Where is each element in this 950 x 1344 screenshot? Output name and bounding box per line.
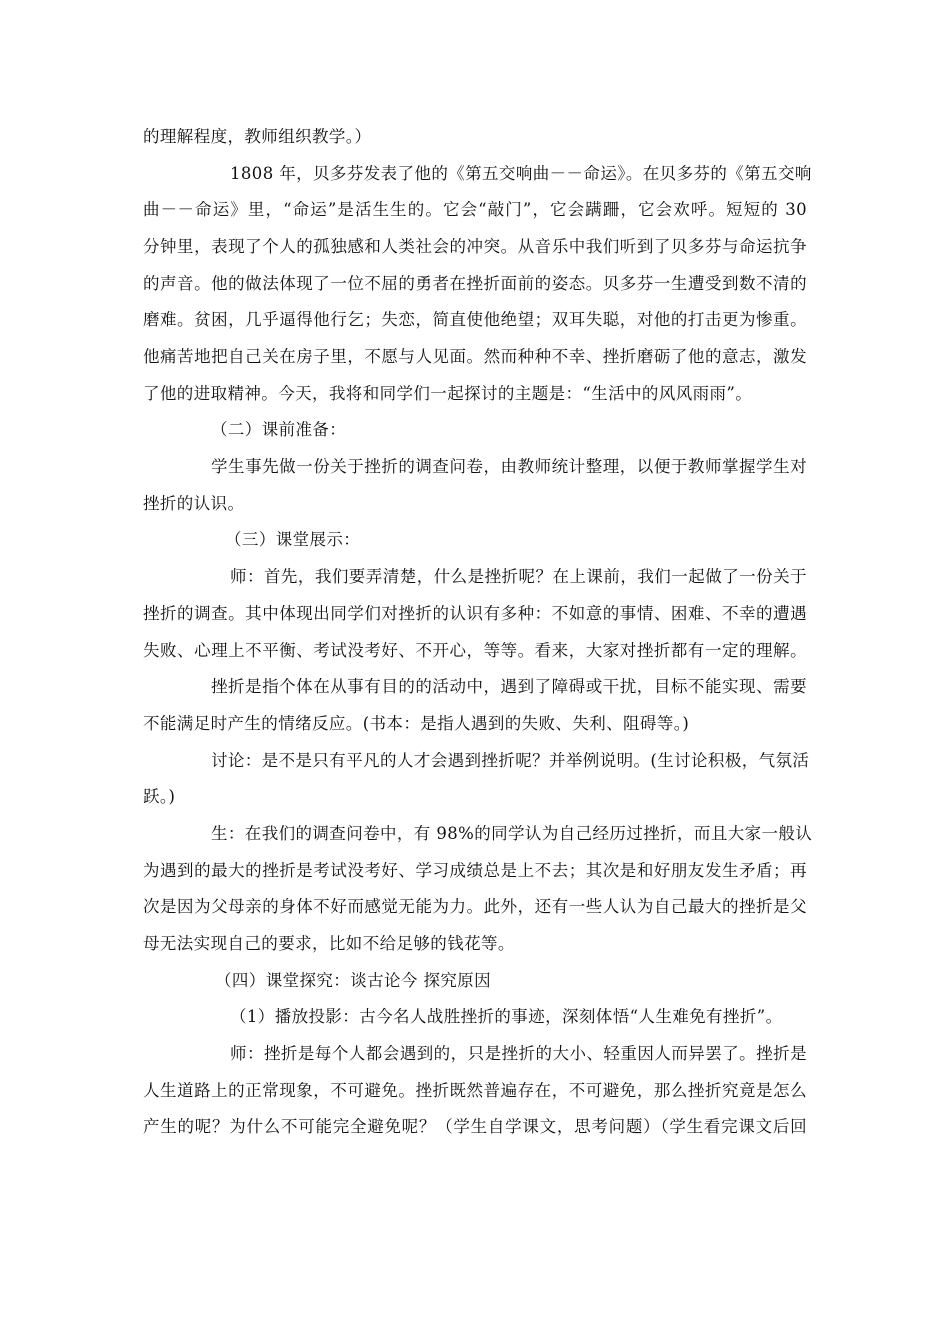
text-line: 学生事先做一份关于挫折的调查问卷，由教师统计整理，以便于教师掌握学生对 (211, 457, 807, 476)
text-line: 为遇到的最大的挫折是考试没考好、学习成绩总是上不去；其次是和好朋友发生矛盾；再 (143, 861, 807, 880)
text-line: 人生道路上的正常现象，不可避免。挫折既然普遍存在，不可避免，那么挫折究竟是怎么 (143, 1081, 807, 1100)
text-line: 挫折是指个体在从事有目的的活动中，遇到了障碍或干扰，目标不能实现、需要 (211, 677, 807, 696)
text-line: 了他的进取精神。今天，我将和同学们一起探讨的主题是：“生活中的风风雨雨”。 (143, 384, 753, 403)
text-line: 师：首先，我们要弄清楚，什么是挫折呢？在上课前，我们一起做了一份关于 (230, 567, 807, 586)
text-line: 挫折的认识。 (143, 494, 245, 513)
text-line: 生：在我们的调查问卷中，有 98%的同学认为自己经历过挫折，而且大家一般认 (211, 824, 813, 843)
text-line: 的理解程度，教师组织教学。） (143, 127, 372, 146)
text-line: 师：挫折是每个人都会遇到的，只是挫折的大小、轻重因人而异罢了。挫折是 (230, 1044, 807, 1063)
text-line: 的声音。他的做法体现了一位不屈的勇者在挫折面前的姿态。贝多芬一生遭受到数不清的 (143, 274, 807, 293)
section-heading: （四）课堂探究：谈古论今 探究原因 (215, 971, 492, 990)
text-line: 曲－－命运》里，“命运”是活生生的。它会“敲门”，它会蹒跚，它会欢呼。短短的 30 (143, 200, 807, 219)
text-line: 1808 年，贝多芬发表了他的《第五交响曲－－命运》。在贝多芬的《第五交响 (230, 164, 812, 183)
text-line: 挫折的调查。其中体现出同学们对挫折的认识有多种：不如意的事情、困难、不幸的遭遇 (143, 604, 807, 623)
text-line: 讨论：是不是只有平凡的人才会遇到挫折呢？并举例说明。(生讨论积极，气氛活 (211, 751, 810, 770)
text-line: 磨难。贫困，几乎逼得他行乞；失恋，简直使他绝望；双耳失聪，对他的打击更为惨重。 (143, 310, 807, 329)
text-line: 失败、心理上不平衡、考试没考好、不开心，等等。看来，大家对挫折都有一定的理解。 (143, 641, 807, 660)
text-line: 不能满足时产生的情绪反应。(书本：是指人遇到的失败、失利、阻碍等。) (143, 714, 690, 733)
section-heading: （二）课前准备： (211, 420, 347, 439)
text-line: 母无法实现自己的要求，比如不给足够的钱花等。 (143, 934, 515, 953)
text-line: 产生的呢？为什么不可能完全避免呢？（学生自学课文，思考问题）（学生看完课文后回 (143, 1117, 807, 1136)
text-line: 次是因为父母亲的身体不好而感觉无能为力。此外，还有一些人认为自己最大的挫折是父 (143, 897, 807, 916)
text-line: （1）播放投影：古今名人战胜挫折的事迹，深刻体悟“人生难免有挫折”。 (230, 1007, 783, 1026)
text-line: 分钟里，表现了个人的孤独感和人类社会的冲突。从音乐中我们听到了贝多芬与命运抗争 (143, 237, 807, 256)
text-line: 他痛苦地把自己关在房子里，不愿与人见面。然而种种不幸、挫折磨砺了他的意志，激发 (143, 347, 807, 366)
text-line: 跃。) (143, 787, 176, 806)
section-heading: （三）课堂展示： (225, 530, 361, 549)
